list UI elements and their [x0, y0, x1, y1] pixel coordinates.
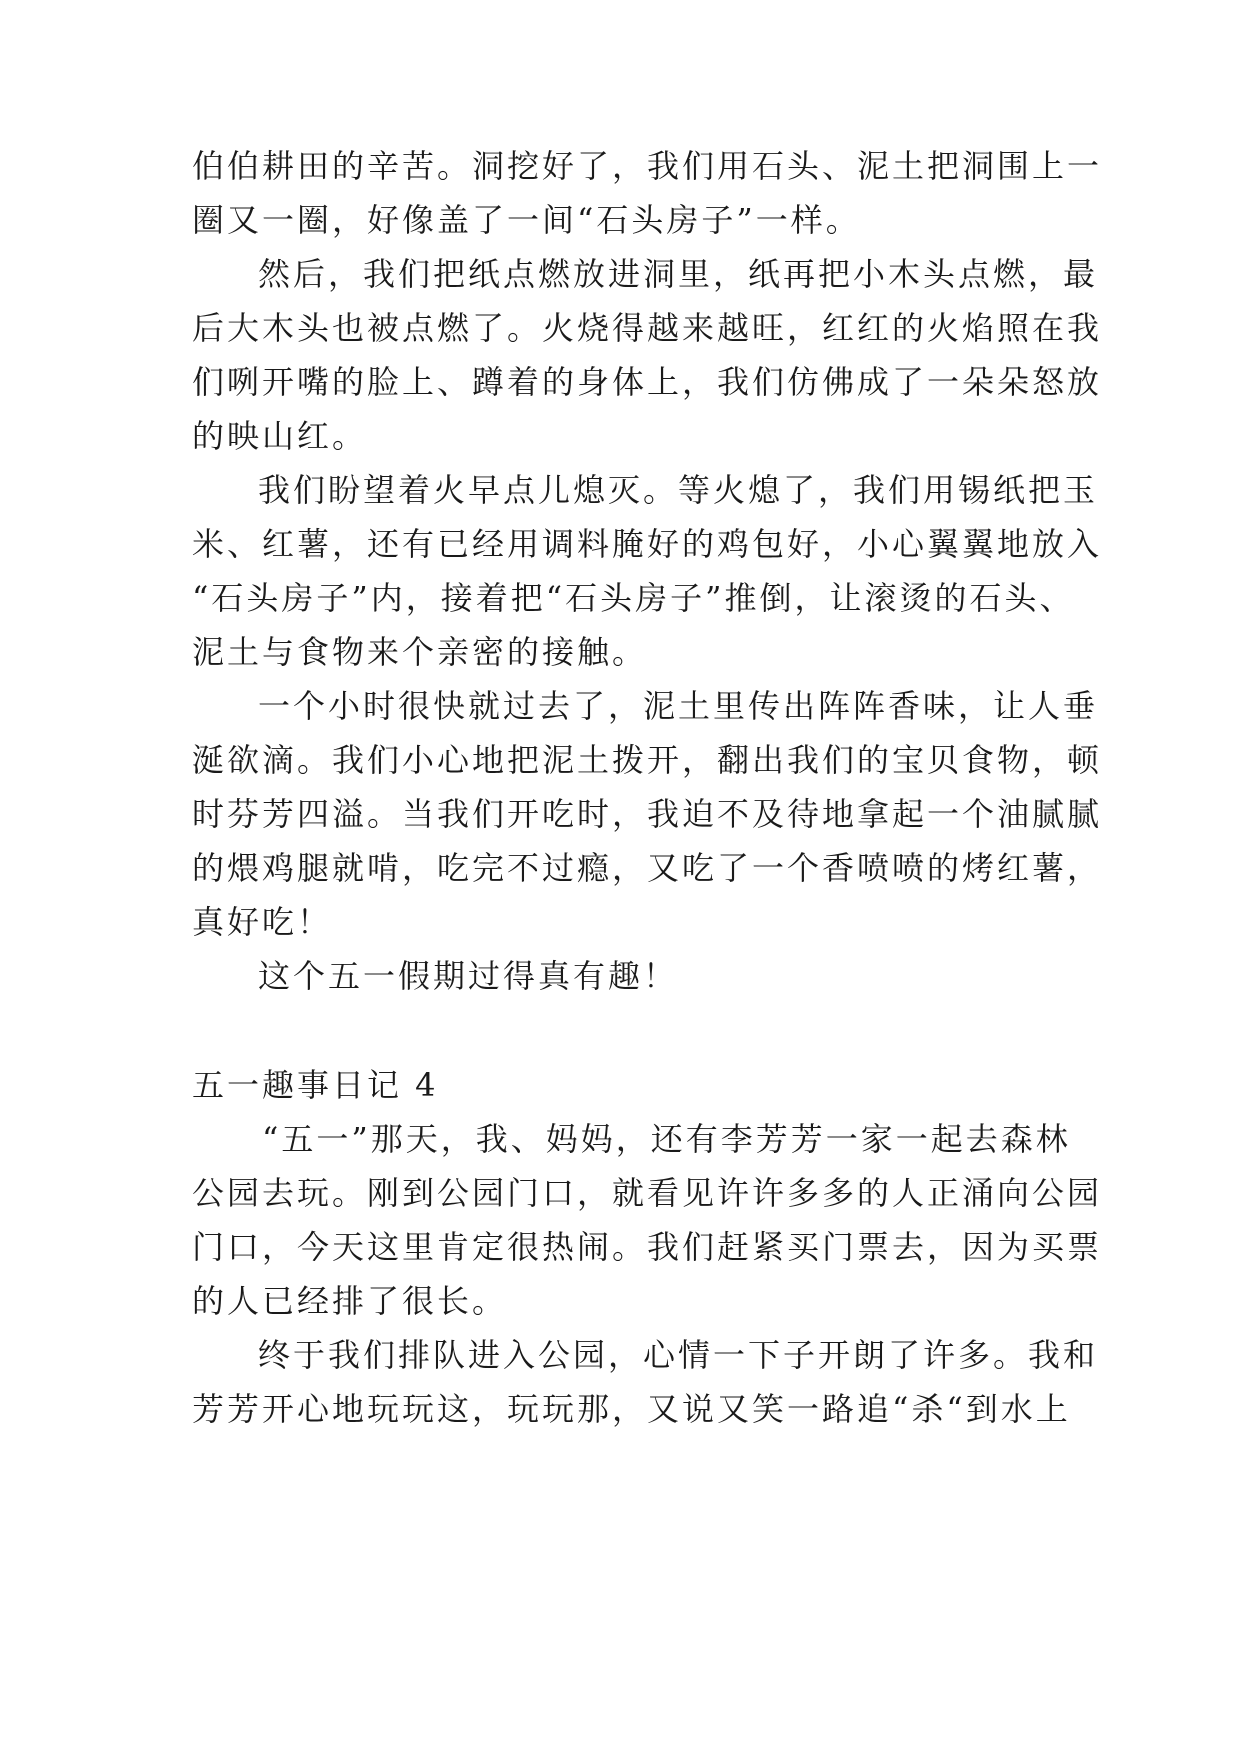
text-line: 时芬芳四溢。当我们开吃时，我迫不及待地拿起一个油腻腻 — [192, 795, 1103, 833]
section-heading: 五一趣事日记 4 — [192, 1066, 439, 1104]
paragraph-first-line: 终于我们排队进入公园，心情一下子开朗了许多。我和 — [258, 1336, 1099, 1374]
text-line: 真好吃！ — [192, 903, 333, 941]
text-line: 们咧开嘴的脸上、蹲着的身体上，我们仿佛成了一朵朵怒放 — [192, 363, 1103, 401]
paragraph-first-line: 我们盼望着火早点儿熄灭。等火熄了，我们用锡纸把玉 — [258, 471, 1099, 509]
text-line: 伯伯耕田的辛苦。洞挖好了，我们用石头、泥土把洞围上一 — [192, 147, 1103, 185]
text-line: 米、红薯，还有已经用调料腌好的鸡包好，小心翼翼地放入 — [192, 525, 1103, 563]
text-line: 泥土与食物来个亲密的接触。 — [192, 633, 648, 671]
text-line: 的映山红。 — [192, 417, 368, 455]
text-line: 公园去玩。刚到公园门口，就看见许许多多的人正涌向公园 — [192, 1174, 1103, 1212]
paragraph-first-line: 一个小时很快就过去了，泥土里传出阵阵香味，让人垂 — [258, 687, 1099, 725]
text-line: 圈又一圈，好像盖了一间“石头房子”一样。 — [192, 201, 861, 239]
paragraph-first-line: “五一”那天，我、妈妈，还有李芳芳一家一起去森林 — [262, 1120, 1071, 1158]
paragraph-first-line: 这个五一假期过得真有趣！ — [258, 957, 679, 995]
text-line: 的人已经排了很长。 — [192, 1282, 508, 1320]
text-line: 的煨鸡腿就啃，吃完不过瘾，又吃了一个香喷喷的烤红薯， — [192, 849, 1103, 887]
text-line: 后大木头也被点燃了。火烧得越来越旺，红红的火焰照在我 — [192, 309, 1103, 347]
text-line: 芳芳开心地玩玩这，玩玩那，又说又笑一路追“杀“到水上 — [192, 1390, 1071, 1428]
text-line: “石头房子”内，接着把“石头房子”推倒，让滚烫的石头、 — [192, 579, 1075, 617]
paragraph-first-line: 然后，我们把纸点燃放进洞里，纸再把小木头点燃，最 — [258, 255, 1099, 293]
text-line: 涎欲滴。我们小心地把泥土拨开，翻出我们的宝贝食物，顿 — [192, 741, 1103, 779]
text-line: 门口，今天这里肯定很热闹。我们赶紧买门票去，因为买票 — [192, 1228, 1103, 1266]
